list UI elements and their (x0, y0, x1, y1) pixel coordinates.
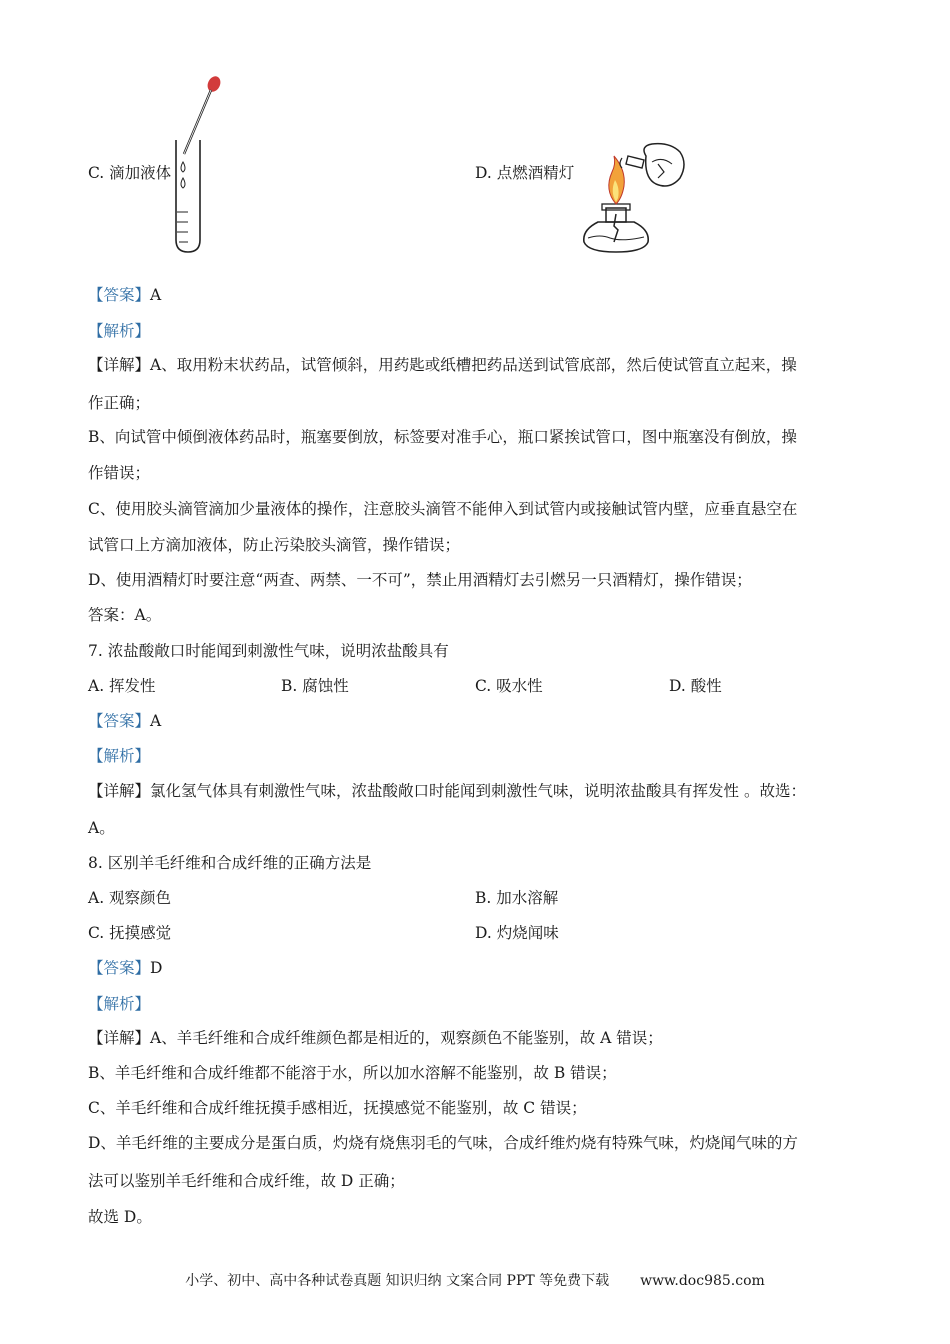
q6-answer (88, 284, 161, 306)
detail-tag: 【详解】 (88, 782, 151, 800)
option-c-label: C. 滴加液体 (88, 164, 172, 182)
answer-tag: 【答案】 (88, 712, 151, 730)
q6-detail-line: 试管口上方滴加液体，防止污染胶头滴管，操作错误； (88, 536, 461, 554)
q7-option-c: C. 吸水性 (475, 677, 543, 695)
dropper-test-tube-figure (168, 72, 230, 256)
q7-detail-line (88, 780, 806, 802)
q6-detail-line (88, 354, 797, 376)
q6-analysis-tag: 【解析】 (88, 322, 151, 340)
q8-detail-line: C、羊毛纤维和合成纤维抚摸手感相近，抚摸感觉不能鉴别，故 C 错误； (88, 1099, 587, 1117)
q7-option-d: D. 酸性 (669, 677, 722, 695)
q8-detail-line: 故选 D。 (88, 1208, 152, 1226)
alcohol-lamp-figure (580, 142, 688, 254)
q6-detail-line: D、使用酒精灯时要注意“两查、两禁、一不可”，禁止用酒精灯去引燃另一只酒精灯，操作错误； (88, 571, 752, 589)
q6-detail-line: 作错误； (88, 464, 151, 482)
detail-text: 氯化氢气体具有刺激性气味，浓盐酸敞口时能闻到刺激性气味，说明浓盐酸具有挥发性 。故选： (150, 782, 806, 800)
q6-detail-line: C、使用胶头滴管滴加少量液体的操作，注意胶头滴管不能伸入到试管内或接触试管内壁，应垂直悬空在 (88, 500, 798, 518)
q7-answer (88, 710, 161, 732)
q6-detail-line: 答案：A。 (88, 606, 162, 624)
q8-option-a: A. 观察颜色 (88, 889, 172, 907)
answer-value: A (150, 286, 162, 304)
q7-option-a: A. 挥发性 (88, 677, 156, 695)
page-footer (0, 1270, 950, 1290)
q8-detail-line: D、羊毛纤维的主要成分是蛋白质，灼烧有烧焦羽毛的气味，合成纤维灼烧有特殊气味，灼烧闻气味的方 (88, 1134, 798, 1152)
q8-analysis-tag: 【解析】 (88, 995, 151, 1013)
q7-detail-line: A。 (88, 819, 115, 837)
answer-value: A (150, 712, 162, 730)
detail-tag: 【详解】 (88, 1029, 151, 1047)
option-d-label: D. 点燃酒精灯 (475, 164, 575, 182)
detail-text: A、取用粉末状药品，试管倾斜，用药匙或纸槽把药品送到试管底部，然后使试管直立起来，操 (150, 356, 797, 374)
q6-detail-line: 作正确； (88, 394, 151, 412)
q8-answer (88, 957, 162, 979)
q7-question: 7. 浓盐酸敞口时能闻到刺激性气味，说明浓盐酸具有 (88, 642, 449, 660)
q8-detail-line (88, 1027, 663, 1049)
answer-tag: 【答案】 (88, 286, 151, 304)
answer-value: D (150, 959, 163, 977)
q8-detail-line: B、羊毛纤维和合成纤维都不能溶于水，所以加水溶解不能鉴别，故 B 错误； (88, 1064, 617, 1082)
q8-option-c: C. 抚摸感觉 (88, 924, 172, 942)
q8-option-d: D. 灼烧闻味 (475, 924, 559, 942)
q8-detail-line: 法可以鉴别羊毛纤维和合成纤维，故 D 正确； (88, 1172, 405, 1190)
answer-tag: 【答案】 (88, 959, 151, 977)
q7-option-b: B. 腐蚀性 (281, 677, 349, 695)
q8-question: 8. 区别羊毛纤维和合成纤维的正确方法是 (88, 854, 372, 872)
footer-text: 小学、初中、高中各种试卷真题 知识归纳 文案合同 PPT 等免费下载 (185, 1273, 610, 1289)
q6-detail-line: B、向试管中倾倒液体药品时，瓶塞要倒放，标签要对准手心，瓶口紧挨试管口，图中瓶塞没有倒放，操 (88, 428, 797, 446)
detail-text: A、羊毛纤维和合成纤维颜色都是相近的，观察颜色不能鉴别，故 A 错误； (150, 1029, 663, 1047)
q8-option-b: B. 加水溶解 (475, 889, 559, 907)
footer-url-link[interactable]: www.doc985.com (640, 1273, 765, 1289)
q7-analysis-tag: 【解析】 (88, 747, 151, 765)
detail-tag: 【详解】 (88, 356, 151, 374)
